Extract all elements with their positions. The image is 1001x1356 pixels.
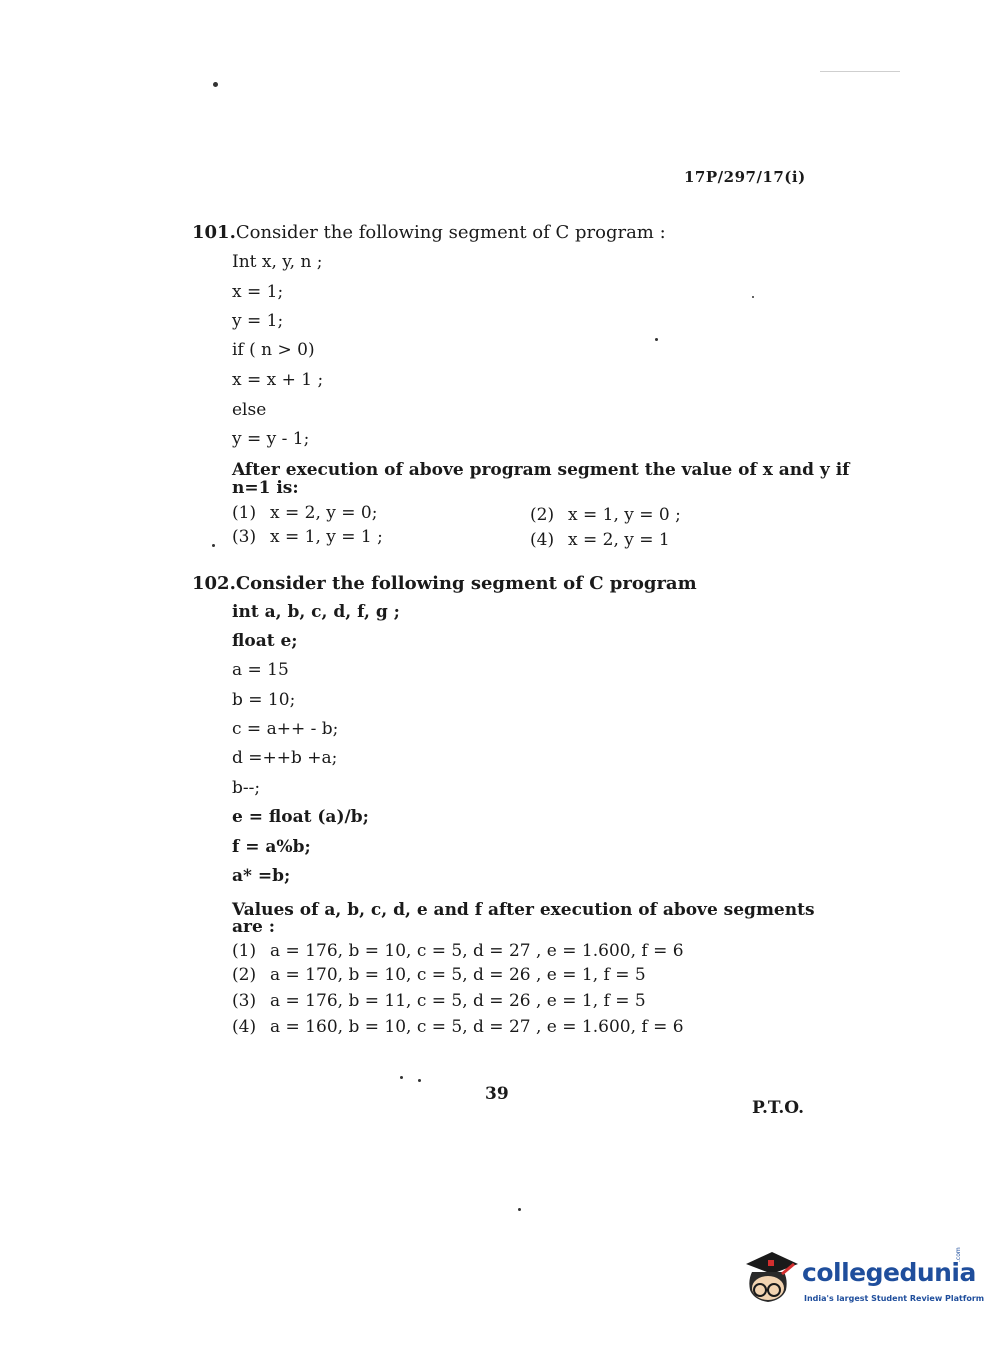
logo-name: collegedunia bbox=[802, 1258, 976, 1287]
code-line: y = y - 1; bbox=[232, 429, 310, 449]
q101-option-1[interactable] bbox=[232, 503, 377, 523]
code-line: float e; bbox=[232, 631, 298, 651]
logo-wordmark bbox=[802, 1258, 976, 1287]
code-line: Int x, y, n ; bbox=[232, 252, 323, 272]
option-number: (1) bbox=[232, 503, 257, 523]
option-text: x = 2, y = 1 bbox=[568, 530, 670, 550]
q101-option-4[interactable] bbox=[530, 530, 670, 550]
pto-label: P.T.O. bbox=[752, 1098, 804, 1118]
q101-stem: Consider the following segment of C program : bbox=[235, 222, 666, 243]
mascot-icon bbox=[742, 1250, 800, 1310]
code-line: else bbox=[232, 400, 267, 420]
logo-suffix: .com bbox=[955, 1247, 962, 1262]
q101-heading bbox=[192, 222, 666, 243]
option-text: x = 1, y = 0 ; bbox=[568, 505, 681, 525]
q101-number: 101. bbox=[192, 222, 236, 243]
option-text: a = 160, b = 10, c = 5, d = 27 , e = 1.600, f = 6 bbox=[270, 1017, 684, 1037]
page-number: 39 bbox=[485, 1084, 509, 1104]
code-line: int a, b, c, d, f, g ; bbox=[232, 602, 400, 622]
code-line: f = a%b; bbox=[232, 837, 311, 857]
speck bbox=[212, 544, 215, 547]
speck bbox=[518, 1208, 521, 1211]
q102-option-4[interactable] bbox=[232, 1017, 684, 1037]
q101-option-3[interactable] bbox=[232, 527, 383, 547]
code-line: b--; bbox=[232, 778, 261, 798]
q102-option-3[interactable] bbox=[232, 991, 646, 1011]
option-text: a = 176, b = 10, c = 5, d = 27 , e = 1.600, f = 6 bbox=[270, 941, 684, 961]
code-line: b = 10; bbox=[232, 690, 296, 710]
q102-question-line2: are : bbox=[232, 917, 275, 937]
speck bbox=[752, 296, 754, 298]
option-number: (4) bbox=[232, 1017, 257, 1037]
speck bbox=[400, 1076, 403, 1079]
code-line: a = 15 bbox=[232, 660, 289, 680]
option-text: a = 170, b = 10, c = 5, d = 26 , e = 1, f = 5 bbox=[270, 965, 646, 985]
code-line: c = a++ - b; bbox=[232, 719, 339, 739]
option-text: x = 1, y = 1 ; bbox=[270, 527, 383, 547]
code-line: x = x + 1 ; bbox=[232, 370, 324, 390]
q102-question-line1: Values of a, b, c, d, e and f after execution of above segments bbox=[232, 900, 815, 920]
paper-code: 17P/297/17(i) bbox=[684, 168, 806, 186]
code-line: a* =b; bbox=[232, 866, 291, 886]
logo-tagline: India's largest Student Review Platform bbox=[804, 1294, 985, 1303]
code-line: if ( n > 0) bbox=[232, 340, 315, 360]
option-number: (2) bbox=[530, 505, 555, 525]
code-line: y = 1; bbox=[232, 311, 284, 331]
speck bbox=[655, 338, 658, 341]
collegedunia-logo[interactable] bbox=[742, 1247, 985, 1312]
q101-question-line1: After execution of above program segment the value of x and y if bbox=[232, 460, 850, 480]
q101-option-2[interactable] bbox=[530, 505, 681, 525]
option-number: (4) bbox=[530, 530, 555, 550]
q102-option-2[interactable] bbox=[232, 965, 646, 985]
option-number: (1) bbox=[232, 941, 257, 961]
q102-stem: Consider the following segment of C program bbox=[235, 573, 697, 594]
option-text: a = 176, b = 11, c = 5, d = 26 , e = 1, f = 5 bbox=[270, 991, 646, 1011]
q102-number: 102. bbox=[192, 573, 236, 594]
q101-question-line2: n=1 is: bbox=[232, 478, 299, 498]
speck bbox=[213, 82, 218, 87]
option-number: (3) bbox=[232, 527, 257, 547]
code-line: x = 1; bbox=[232, 282, 284, 302]
option-text: x = 2, y = 0; bbox=[270, 503, 378, 523]
option-number: (3) bbox=[232, 991, 257, 1011]
option-number: (2) bbox=[232, 965, 257, 985]
code-line: e = float (a)/b; bbox=[232, 807, 369, 827]
q102-heading bbox=[192, 573, 697, 594]
q102-option-1[interactable] bbox=[232, 941, 684, 961]
top-rule bbox=[820, 71, 900, 72]
code-line: d =++b +a; bbox=[232, 748, 338, 768]
speck bbox=[418, 1079, 421, 1082]
